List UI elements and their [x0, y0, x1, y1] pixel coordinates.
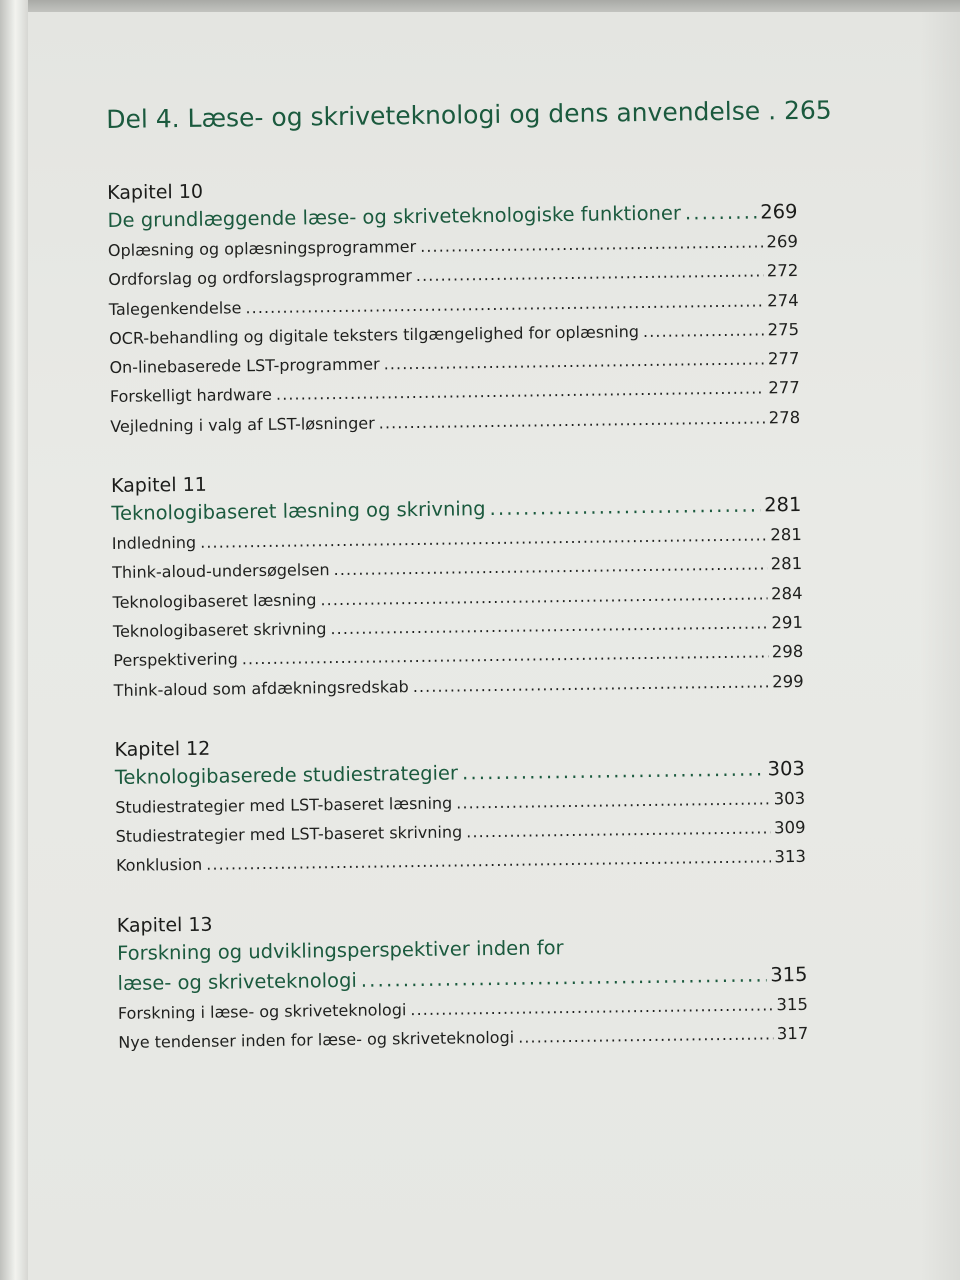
dot-leader — [462, 754, 764, 788]
toc-entry-page-number: 275 — [767, 319, 800, 340]
chapter-page-number: 281 — [763, 493, 802, 517]
toc-entry-page-number: 284 — [770, 583, 803, 604]
toc-entry-label: Nye tendenser inden for læse- og skriveteknologi — [118, 1027, 515, 1052]
chapter-page-number: 315 — [770, 962, 808, 987]
part-title-page: 265 — [783, 95, 832, 126]
chapter-block — [107, 171, 800, 441]
chapter-label: Kapitel 10 — [107, 180, 204, 204]
toc-entry-page-number: 309 — [773, 818, 806, 838]
toc-entry-label: Think-aloud som afdækningsredskab — [113, 676, 409, 700]
book-spine-edge — [0, 0, 28, 1280]
dot-leader — [489, 491, 760, 525]
toc-entry-page-number: 313 — [774, 847, 807, 867]
toc-entry-page-number: 317 — [776, 1023, 809, 1044]
toc-entry-label: Forskning i læse- og skriveteknologi — [117, 999, 407, 1023]
toc-entry-page-number: 278 — [768, 407, 801, 428]
chapter-title: Teknologibaserede studiestrategier — [114, 761, 459, 789]
toc-entry-label: Forskelligt hardware — [109, 385, 273, 407]
toc-entry-label: Vejledning i valg af LST-løsninger — [110, 413, 375, 436]
dot-leader — [643, 315, 764, 346]
dot-leader — [379, 403, 765, 437]
chapter-title: Teknologibaseret læsning og skrivning — [111, 497, 486, 526]
dot-leader — [420, 227, 763, 261]
toc-entry-label: Studiestrategier med LST-baseret skrivning — [115, 822, 463, 847]
toc-entry-page-number: 298 — [771, 642, 804, 662]
dot-leader — [456, 784, 770, 817]
dot-leader — [466, 814, 770, 847]
toc-entry-page-number: 274 — [767, 290, 799, 310]
dot-leader — [685, 197, 757, 228]
chapter-block — [111, 464, 804, 705]
toc-entry-label: OCR-behandling og digitale teksters tilgængelighed for oplæsning — [108, 321, 640, 348]
toc-entry-page-number: 315 — [776, 994, 809, 1015]
dot-leader — [206, 843, 771, 880]
toc-entry-page-number: 277 — [768, 378, 800, 398]
chapter-block — [117, 904, 809, 1058]
toc-entry-label: Teknologibaseret læsning — [112, 589, 317, 612]
toc-entry-page-number: 281 — [770, 554, 803, 574]
chapter-title: læse- og skriveteknologi — [117, 968, 357, 995]
chapter-label: Kapitel 13 — [116, 913, 213, 937]
dot-leader — [518, 1019, 773, 1052]
chapter-page-number: 303 — [767, 756, 805, 781]
toc-entry-page-number: 291 — [771, 612, 804, 633]
toc-entry-label: Indledning — [111, 532, 197, 554]
part-title-dots: . — [759, 96, 785, 126]
dot-leader — [416, 257, 763, 291]
chapter-label: Kapitel 12 — [114, 737, 211, 761]
toc-entry-page-number: 299 — [772, 671, 804, 691]
part-title — [106, 91, 832, 140]
toc-entry-label: On-linebaserede LST-programmer — [109, 354, 380, 378]
toc-entry-page-number: 277 — [767, 349, 800, 369]
toc-entry-page-number: 272 — [766, 261, 799, 281]
toc-entry-label: Konklusion — [115, 855, 203, 876]
part-title-text: Del 4. Læse- og skriveteknologi og dens anvendelse — [106, 96, 761, 134]
toc-entry-label: Teknologibaseret skrivning — [112, 619, 327, 641]
chapter-title-line: Forskning og udviklingsperspektiver inden for — [117, 935, 564, 965]
chapter-title: De grundlæggende læse- og skriveteknologiske funktioner — [107, 201, 682, 232]
chapter-label: Kapitel 11 — [110, 473, 207, 498]
toc-entry-page-number: 303 — [773, 788, 806, 809]
toc-entry-label: Ordforslag og ordforslagsprogrammer — [108, 266, 412, 290]
toc-entry-label: Oplæsning og oplæsningsprogrammer — [107, 236, 417, 260]
chapter-list — [107, 171, 808, 1057]
chapter-page-number: 269 — [760, 199, 798, 224]
toc-entry-page-number: 281 — [770, 525, 802, 545]
table-of-contents — [106, 91, 832, 1089]
dot-leader — [413, 667, 769, 701]
toc-entry-page-number: 269 — [766, 231, 799, 252]
toc-entry-label: Perspektivering — [113, 649, 238, 671]
chapter-block — [114, 728, 806, 881]
dot-leader — [410, 990, 772, 1024]
page-shadow — [920, 12, 960, 1280]
toc-entry-label: Think-aloud-undersøgelsen — [112, 560, 330, 583]
toc-entry-label: Studiestrategier med LST-baseret læsning — [115, 793, 453, 817]
toc-entry-label: Talegenkendelse — [108, 297, 242, 319]
